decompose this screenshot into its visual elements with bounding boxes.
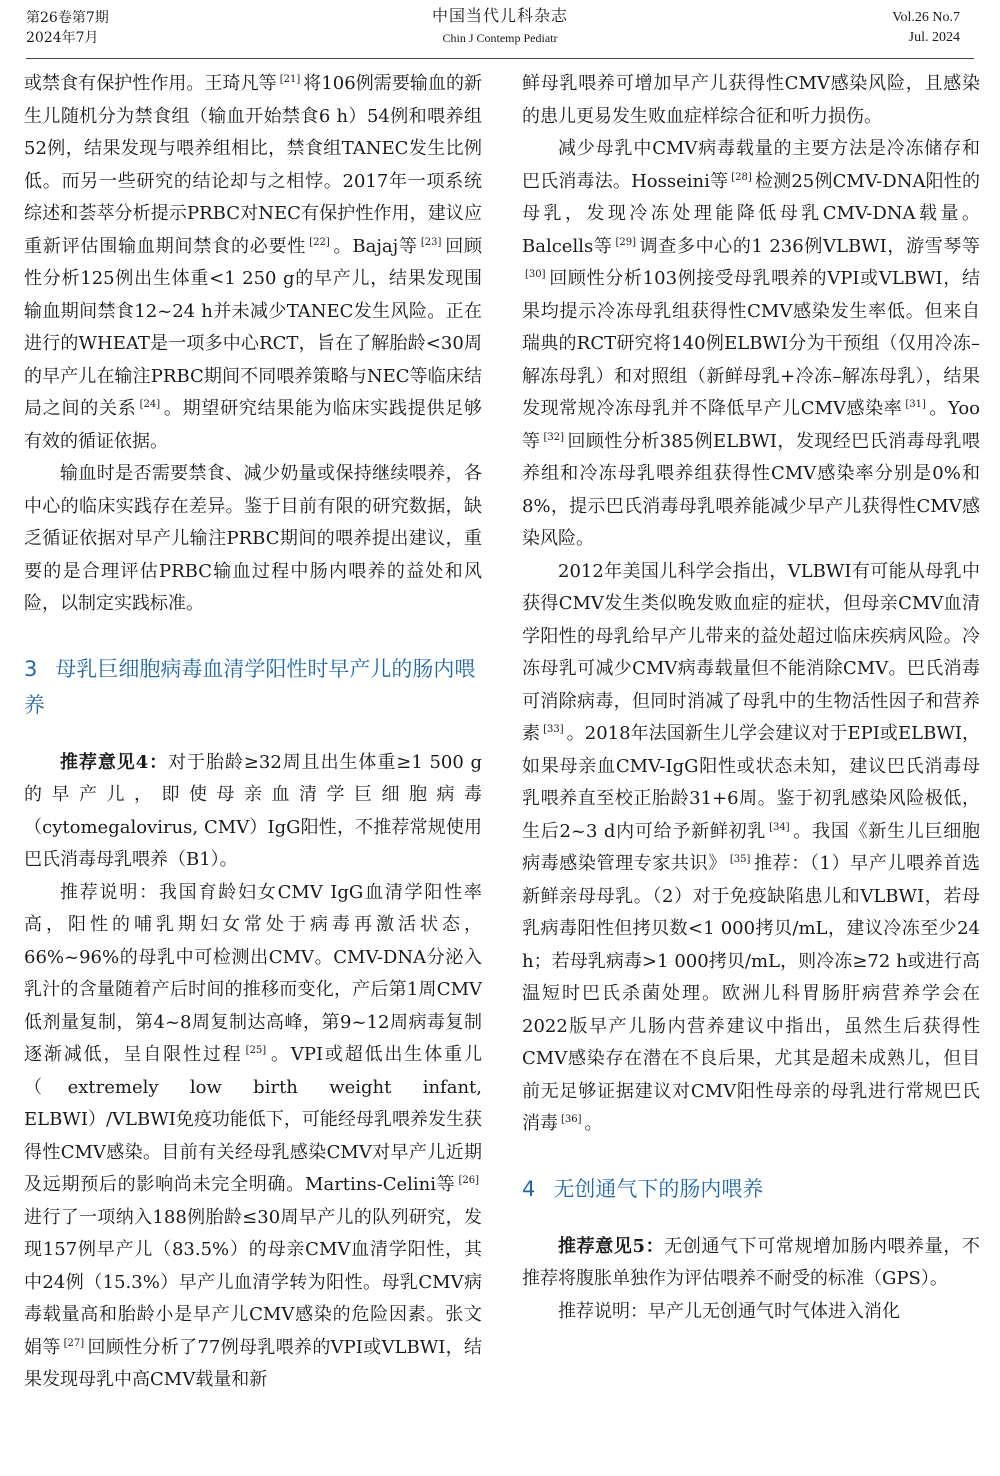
paragraph: 输血时是否需要禁食、减少奶量或保持继续喂养，各中心的临床实践存在差异。鉴于目前有限的研究数据，缺乏循证依据对早产儿输注PRBC期间的喂养提出建议，重要的是合理评估PRBC输血过程中肠内喂养的益处和风险，以制定实践标准。 <box>24 463 482 614</box>
citation-ref: [22] <box>309 236 330 248</box>
paragraph: 或禁食有保护性作用。王琦凡等 [21] 将106例需要输血的新生儿随机分为禁食组（输血开始禁食6 h）54例和喂养组52例，结果发现与喂养组相比，禁食组TANEC发生比例低。而另一些研究的结论却与之相悖。2017年一项系统综述和荟萃分析提示PRBC对NEC有保护性作用，建议应重新评估围输血期间禁食的必要性 [22] 。Bajaj等 [23] 回顾性分析125例出生体重<1 250 g的早产儿，结果发现围输血期间禁食12~24 h并未减少TANEC发生风险。正在进行的WHEAT是一项多中心RCT，旨在了解胎龄<30周的早产儿在输注PRBC期间不同喂养策略与NEC等临床结局之间的关系 [24] 。期望研究结果能为临床实践提供足够有效的循证依据。 <box>24 73 483 452</box>
paragraph: 推荐说明：早产儿无创通气时气体进入消化 <box>558 1300 900 1322</box>
issue-date-cn: 2024年7月 <box>26 30 99 46</box>
page-header <box>0 0 1000 60</box>
citation-ref: [30] <box>525 269 546 280</box>
recommendation <box>522 1231 980 1296</box>
section-title: 母乳巨细胞病毒血清学阳性时早产儿的肠内喂养 <box>24 656 476 717</box>
section-number: 4 <box>522 1176 536 1201</box>
paragraph: 鲜母乳喂养可增加早产儿获得性CMV感染风险，且感染的患儿更易发生败血症样综合征和听力损伤。 <box>522 73 980 127</box>
citation-ref: [33] <box>543 724 564 735</box>
paragraph: 减少母乳中CMV病毒载量的主要方法是冷冻储存和巴氏消毒法。Hosseini等 [28] 检测25例CMV-DNA阳性的母乳，发现冷冻处理能降低母乳CMV-DNA载量。Balcells等 [29] 调查多中心的1 236例VLBWI，游雪琴等[30] 回顾性分析103例接受母乳喂养的VPI或VLBWI，结果均提示冷冻母乳组获得性CMV感染发生率低。但来自瑞典的RCT研究将140例ELBWI分为干预组（仅用冷冻–解冻母乳）和对照组（新鲜母乳+冷冻–解冻母乳），结果发现常规冷冻母乳并不降低早产儿CMV感染率 [31] 。Yoo等 [32] 回顾性分析385例ELBWI，发现经巴氏消毒母乳喂养组和冷冻母乳喂养组获得性CMV感染率分别是0%和8%，提示巴氏消毒母乳喂养能减少早产儿获得性CMV感染风险。 <box>522 138 981 549</box>
citation-ref: [32] <box>543 431 564 443</box>
header-center <box>0 6 1000 47</box>
header-rule <box>26 58 974 59</box>
recommendation-label: 推荐意见4： <box>60 751 169 773</box>
citation-ref: [36] <box>561 1114 582 1125</box>
section-heading <box>24 651 482 723</box>
citation-ref: [25] <box>245 1045 267 1056</box>
recommendation-label: 推荐意见5： <box>558 1235 665 1257</box>
right-column <box>522 68 980 1328</box>
recommendation-text: 无创通气下可常规增加肠内喂养量，不推荐将腹胀单独作为评估喂养不耐受的标准（GPS）。 <box>522 1235 980 1289</box>
citation-ref: [21] <box>279 74 301 85</box>
citation-ref: [29] <box>615 236 637 248</box>
volume-issue-en: Vol.26 No.7 <box>892 10 960 25</box>
volume-issue: 第26卷第7期 <box>26 10 109 26</box>
section-number: 3 <box>24 656 38 681</box>
journal-title-en: Chin J Contemp Pediatr <box>442 31 558 45</box>
citation-ref: [34] <box>769 821 790 833</box>
citation-ref: [35] <box>729 854 751 865</box>
header-right <box>892 8 960 48</box>
citation-ref: [27] <box>63 1337 85 1349</box>
citation-ref: [31] <box>905 399 926 410</box>
citation-ref: [24] <box>139 399 161 410</box>
citation-ref: [23] <box>420 236 442 248</box>
paragraph: 推荐说明：我国育龄妇女CMV IgG血清学阳性率高，阳性的哺乳期妇女常处于病毒再激活状态，66%~96%的母乳中可检测出CMV。CMV-DNA分泌入乳汁的含量随着产后时间的推移而变化，产后第1周CMV低剂量复制，第4~8周复制达高峰，第9~12周病毒复制逐渐减低，呈自限性过程 [25] 。VPI或超低出生体重儿（extremely low birth weight infant, ELBWI）/VLBWI免疫功能低下，可能经母乳喂养发生获得性CMV感染。目前有关经母乳感染CMV对早产儿近期及远期预后的影响尚未完全明确。Martins-Celini等 [26]进行了一项纳入188例胎龄≤30周早产儿的队列研究，发现157例早产儿（83.5%）的母亲CMV血清学阳性，其中24例（15.3%）早产儿血清学转为阳性。母乳CMV病毒载量高和胎龄小是早产儿CMV感染的危险因素。张文娟等 [27] 回顾性分析了77例母乳喂养的VPI或VLBWI，结果发现母乳中高CMV载量和新 <box>24 881 482 1390</box>
journal-title-cn: 中国当代儿科杂志 <box>431 6 568 25</box>
recommendation-text: 对于胎龄≥32周且出生体重≥1 500 g的早产儿，即使母亲血清学巨细胞病毒（cytomegalovirus, CMV）IgG阳性，不推荐常规使用巴氏消毒母乳喂养（B1）。 <box>24 751 482 870</box>
paragraph: 2012年美国儿科学会指出，VLBWI有可能从母乳中获得CMV发生类似晚发败血症的症状，但母亲CMV血清学阳性的母乳给早产儿带来的益处超过临床疾病风险。冷冻母乳可减少CMV病毒载量但不能消除CMV。巴氏消毒可消除病毒，但同时消减了母乳中的生物活性因子和营养素 [33] 。2018年法国新生儿学会建议对于EPI或ELBWI，如果母亲血CMV-IgG阳性或状态未知，建议巴氏消毒母乳喂养直至校正胎龄31+6周。鉴于初乳感染风险极低，生后2~3 d内可给予新鲜初乳 [34] 。我国《新生儿巨细胞病毒感染管理专家共识》 [35] 推荐：（1）早产儿喂养首选新鲜亲母母乳。（2）对于免疫缺陷患儿和VLBWI，若母乳病毒阳性但拷贝数<1 000拷贝/mL，建议冷冻至少24 h；若母乳病毒>1 000拷贝/mL，则冷冻≥72 h或进行高温短时巴氏杀菌处理。欧洲儿科胃肠肝病营养学会在2022版早产儿肠内营养建议中指出，虽然生后获得性CMV感染存在潜在不良后果，尤其是超未成熟儿，但目前无足够证据建议对CMV阳性母亲的母乳进行常规巴氏消毒 [36] 。 <box>522 560 981 1134</box>
left-column <box>24 68 482 1397</box>
citation-ref: [26] <box>458 1175 479 1186</box>
issue-date-en: Jul. 2024 <box>908 30 960 45</box>
recommendation <box>24 747 482 877</box>
section-title: 无创通气下的肠内喂养 <box>553 1176 764 1201</box>
citation-ref: [28] <box>731 171 752 183</box>
section-heading <box>522 1171 980 1207</box>
